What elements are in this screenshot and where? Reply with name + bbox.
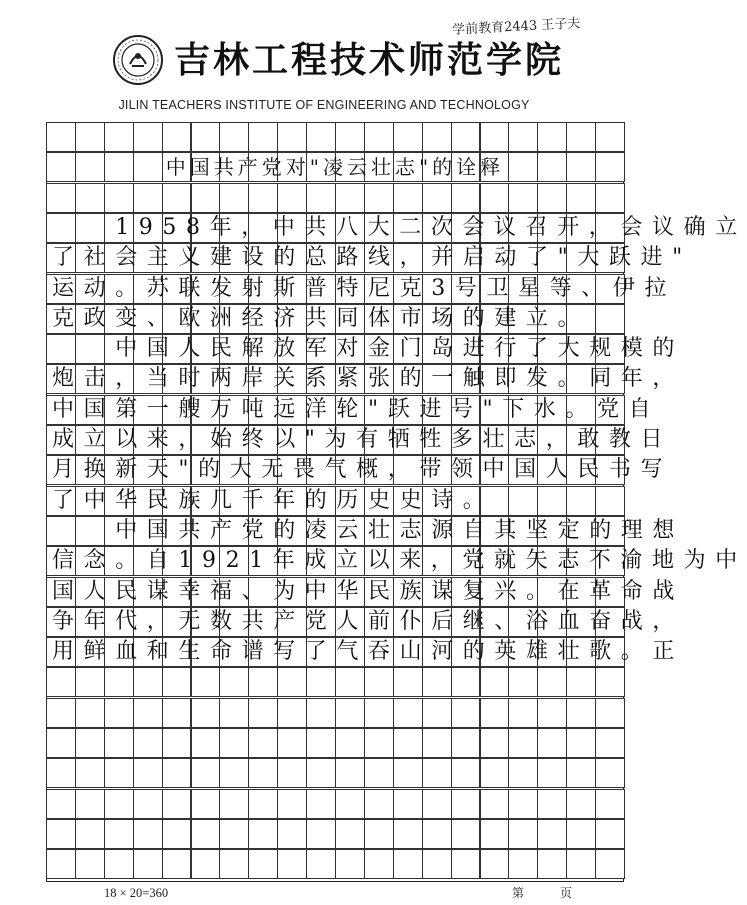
grid-row — [46, 637, 685, 667]
essay-line: 中国第一艘万吨远洋轮"跃进号"下水。党自 — [52, 396, 661, 422]
essay-line: 信念。自1921年成立以来，党就矢志不渝地为中 — [52, 548, 747, 574]
grid-row — [46, 516, 685, 546]
grid-row — [46, 819, 624, 849]
essay-line: 中国人民解放军对金门岛进行了大规模的 — [52, 336, 685, 362]
essay-line: 中国共产党的凌云壮志源自其坚定的理想 — [52, 517, 685, 543]
empty-line — [46, 667, 624, 697]
essay-line: 成立以来，始终以"为有牺牲多壮志，敢教日 — [52, 427, 673, 452]
essay-title: 中国共产党对"凌云壮志"的诠释 — [165, 155, 505, 180]
empty-line — [46, 849, 624, 879]
grid-row — [46, 243, 692, 273]
essay-line — [46, 122, 630, 152]
essay-line: 炮击，当时两岸关系紧张的一触即发。同年， — [52, 366, 685, 392]
essay-line: 争年代，无数共产党人前仆后继、浴血奋战， — [52, 608, 685, 634]
school-name-cn: 吉林工程技术师范学院 — [174, 39, 565, 81]
grid-row — [46, 577, 685, 607]
composition-grid — [46, 122, 747, 882]
page-number-label — [512, 884, 632, 901]
essay-line: 国人民谋幸福、为中华民族谋复兴。在革命战 — [52, 578, 685, 604]
grid-row — [46, 728, 624, 758]
empty-line — [46, 819, 624, 849]
grid-row — [46, 183, 624, 213]
essay-line: 了中华民族几千年的历史史诗。 — [52, 487, 495, 513]
essay-line: 了社会主义建设的总路线，并启动了"大跃进" — [52, 245, 692, 271]
grid-row — [46, 607, 685, 637]
grid-row — [46, 667, 624, 697]
empty-line — [46, 698, 624, 728]
essay-line: 1958年，中共八大二次会议召开，会议确立 — [52, 214, 747, 240]
page-label-start: 第 — [512, 886, 525, 900]
grid-row — [46, 364, 685, 394]
title-row — [46, 152, 624, 182]
grid-row — [46, 274, 676, 304]
grid-row — [46, 395, 661, 425]
grid-row — [46, 698, 624, 728]
essay-line: 用鲜血和生命谱写了气吞山河的英雄壮歌。正 — [52, 639, 685, 665]
grid-row — [46, 758, 624, 788]
page-label-end: 页 — [560, 886, 573, 900]
essay-line: 运动。苏联发射斯普特尼克3号卫星等、伊拉 — [52, 275, 676, 301]
grid-row — [46, 122, 624, 152]
essay-line — [46, 183, 630, 213]
school-seal-icon — [112, 34, 164, 86]
school-logo — [112, 34, 164, 86]
grid-row — [46, 849, 624, 879]
grid-count: 18 × 20=360 — [104, 886, 169, 900]
grid-row — [46, 213, 747, 243]
essay-line: 月换新天"的大无畏气概，带领中国人民书写 — [52, 457, 673, 483]
empty-line — [46, 728, 624, 758]
empty-line — [46, 758, 624, 788]
grid-row — [46, 546, 747, 576]
school-name-en: JILIN TEACHERS INSTITUTE OF ENGINEERING AND TECHNOLOGY — [118, 98, 530, 112]
grid-row — [46, 486, 624, 516]
empty-line — [46, 789, 624, 819]
grid-row — [46, 425, 673, 455]
grid-row — [46, 789, 624, 819]
annotation: 学前教育2443 王子夫 — [451, 16, 581, 38]
grid-row — [46, 304, 624, 334]
grid-row — [46, 334, 685, 364]
essay-line: 克政变、欧洲经济共同体市场的建立。 — [52, 305, 590, 331]
grid-row — [46, 455, 673, 485]
